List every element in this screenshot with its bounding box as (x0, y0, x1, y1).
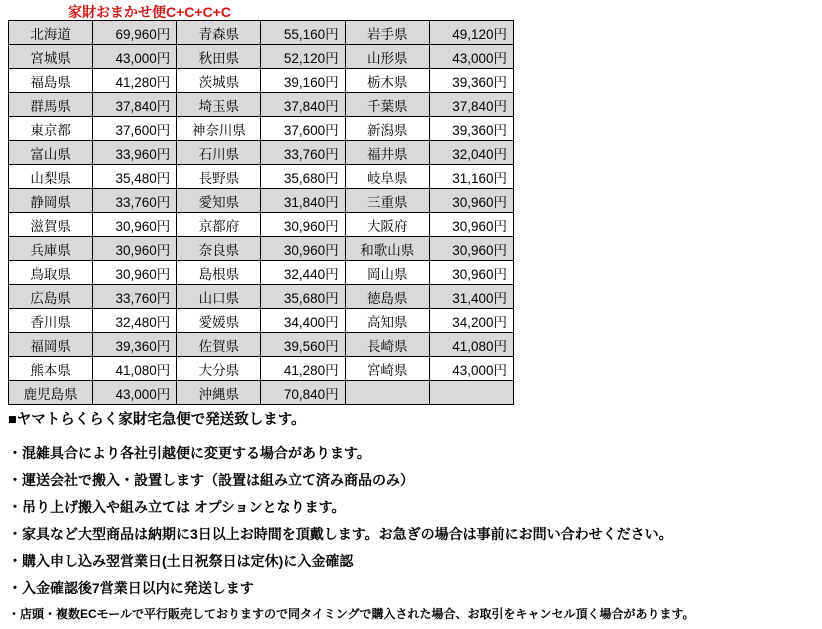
price-cell: 69,960円 (93, 21, 177, 45)
price-cell: 30,960円 (429, 237, 513, 261)
price-cell: 39,560円 (261, 333, 345, 357)
price-cell: 33,760円 (261, 141, 345, 165)
prefecture-cell: 愛媛県 (177, 309, 261, 333)
price-cell: 31,400円 (429, 285, 513, 309)
prefecture-cell: 山梨県 (9, 165, 93, 189)
prefecture-cell: 青森県 (177, 21, 261, 45)
prefecture-cell: 長野県 (177, 165, 261, 189)
prefecture-cell: 富山県 (9, 141, 93, 165)
prefecture-cell: 奈良県 (177, 237, 261, 261)
price-cell: 37,840円 (93, 93, 177, 117)
prefecture-cell: 熊本県 (9, 357, 93, 381)
price-cell: 35,680円 (261, 165, 345, 189)
price-cell: 39,360円 (93, 333, 177, 357)
prefecture-cell: 佐賀県 (177, 333, 261, 357)
note-line: ・入金確認後7営業日以内に発送します (8, 580, 254, 596)
empty-cell (345, 381, 429, 405)
price-cell: 33,760円 (93, 189, 177, 213)
prefecture-cell: 石川県 (177, 141, 261, 165)
prefecture-cell: 岡山県 (345, 261, 429, 285)
shipping-fee-table (8, 20, 514, 405)
price-cell: 43,000円 (429, 357, 513, 381)
table-row (9, 261, 514, 285)
prefecture-cell: 神奈川県 (177, 117, 261, 141)
price-cell: 34,200円 (429, 309, 513, 333)
prefecture-cell: 島根県 (177, 261, 261, 285)
note-line: ・吊り上げ搬入や組み立ては オプションとなります。 (8, 499, 346, 515)
prefecture-cell: 北海道 (9, 21, 93, 45)
price-cell: 37,840円 (429, 93, 513, 117)
table-row (9, 381, 514, 405)
prefecture-cell: 徳島県 (345, 285, 429, 309)
prefecture-cell: 福井県 (345, 141, 429, 165)
price-cell: 41,080円 (429, 333, 513, 357)
table-row (9, 21, 514, 45)
notes-section (8, 408, 808, 629)
price-cell: 30,960円 (429, 261, 513, 285)
prefecture-cell: 福島県 (9, 69, 93, 93)
prefecture-cell: 山形県 (345, 45, 429, 69)
empty-cell (429, 381, 513, 405)
price-cell: 70,840円 (261, 381, 345, 405)
prefecture-cell: 広島県 (9, 285, 93, 309)
price-cell: 37,600円 (93, 117, 177, 141)
prefecture-cell: 鳥取県 (9, 261, 93, 285)
note-line: ・運送会社で搬入・設置します（設置は組み立て済み商品のみ） (8, 472, 414, 488)
prefecture-cell: 三重県 (345, 189, 429, 213)
price-cell: 31,160円 (429, 165, 513, 189)
prefecture-cell: 滋賀県 (9, 213, 93, 237)
prefecture-cell: 鹿児島県 (9, 381, 93, 405)
price-cell: 33,760円 (93, 285, 177, 309)
price-cell: 33,960円 (93, 141, 177, 165)
price-cell: 37,600円 (261, 117, 345, 141)
table-row (9, 213, 514, 237)
note-line: ・家具など大型商品は納期に3日以上お時間を頂戴します。お急ぎの場合は事前にお問い合わせください。 (8, 526, 673, 542)
price-cell: 43,000円 (429, 45, 513, 69)
prefecture-cell: 新潟県 (345, 117, 429, 141)
table-row (9, 69, 514, 93)
prefecture-cell: 兵庫県 (9, 237, 93, 261)
prefecture-cell: 沖縄県 (177, 381, 261, 405)
price-cell: 30,960円 (261, 213, 345, 237)
price-cell: 32,480円 (93, 309, 177, 333)
notes-heading: ■ヤマトらくらく家財宅急便で発送致します。 (8, 412, 306, 428)
price-cell: 35,480円 (93, 165, 177, 189)
price-cell: 31,840円 (261, 189, 345, 213)
prefecture-cell: 岐阜県 (345, 165, 429, 189)
price-cell: 32,440円 (261, 261, 345, 285)
price-cell: 30,960円 (261, 237, 345, 261)
prefecture-cell: 栃木県 (345, 69, 429, 93)
price-cell: 52,120円 (261, 45, 345, 69)
price-cell: 30,960円 (93, 237, 177, 261)
price-cell: 41,280円 (261, 357, 345, 381)
prefecture-cell: 山口県 (177, 285, 261, 309)
table-row (9, 45, 514, 69)
note-line: ・購入申し込み翌営業日(土日祝祭日は定休)に入金確認 (8, 553, 354, 569)
page-title: 家財おまかせ便C+C+C+C (68, 4, 231, 20)
price-cell: 30,960円 (429, 213, 513, 237)
table-row (9, 93, 514, 117)
price-cell: 43,000円 (93, 381, 177, 405)
prefecture-cell: 香川県 (9, 309, 93, 333)
table-row (9, 357, 514, 381)
table-row (9, 309, 514, 333)
price-cell: 41,280円 (93, 69, 177, 93)
prefecture-cell: 岩手県 (345, 21, 429, 45)
table-row (9, 117, 514, 141)
price-cell: 30,960円 (93, 213, 177, 237)
prefecture-cell: 福岡県 (9, 333, 93, 357)
prefecture-cell: 東京都 (9, 117, 93, 141)
prefecture-cell: 大阪府 (345, 213, 429, 237)
table-row (9, 189, 514, 213)
price-cell: 49,120円 (429, 21, 513, 45)
price-cell: 39,360円 (429, 69, 513, 93)
prefecture-cell: 秋田県 (177, 45, 261, 69)
table-row (9, 285, 514, 309)
prefecture-cell: 大分県 (177, 357, 261, 381)
price-cell: 34,400円 (261, 309, 345, 333)
table-row (9, 333, 514, 357)
price-cell: 32,040円 (429, 141, 513, 165)
prefecture-cell: 群馬県 (9, 93, 93, 117)
prefecture-cell: 高知県 (345, 309, 429, 333)
prefecture-cell: 茨城県 (177, 69, 261, 93)
prefecture-cell: 和歌山県 (345, 237, 429, 261)
price-cell: 41,080円 (93, 357, 177, 381)
price-cell: 55,160円 (261, 21, 345, 45)
price-cell: 30,960円 (93, 261, 177, 285)
prefecture-cell: 長崎県 (345, 333, 429, 357)
price-cell: 37,840円 (261, 93, 345, 117)
note-footnote: ・店頭・複数ECモールで平行販売しておりますので同タイミングで購入された場合、お取引をキャンセル頂く場合があります。 (8, 607, 695, 621)
price-cell: 43,000円 (93, 45, 177, 69)
prefecture-cell: 千葉県 (345, 93, 429, 117)
prefecture-cell: 愛知県 (177, 189, 261, 213)
prefecture-cell: 宮城県 (9, 45, 93, 69)
price-cell: 39,160円 (261, 69, 345, 93)
price-cell: 30,960円 (429, 189, 513, 213)
price-cell: 39,360円 (429, 117, 513, 141)
table-body (9, 21, 514, 405)
table-row (9, 237, 514, 261)
prefecture-cell: 埼玉県 (177, 93, 261, 117)
prefecture-cell: 宮崎県 (345, 357, 429, 381)
table-row (9, 165, 514, 189)
prefecture-cell: 静岡県 (9, 189, 93, 213)
table-row (9, 141, 514, 165)
price-cell: 35,680円 (261, 285, 345, 309)
note-line: ・混雑具合により各社引越便に変更する場合があります。 (8, 445, 371, 461)
prefecture-cell: 京都府 (177, 213, 261, 237)
